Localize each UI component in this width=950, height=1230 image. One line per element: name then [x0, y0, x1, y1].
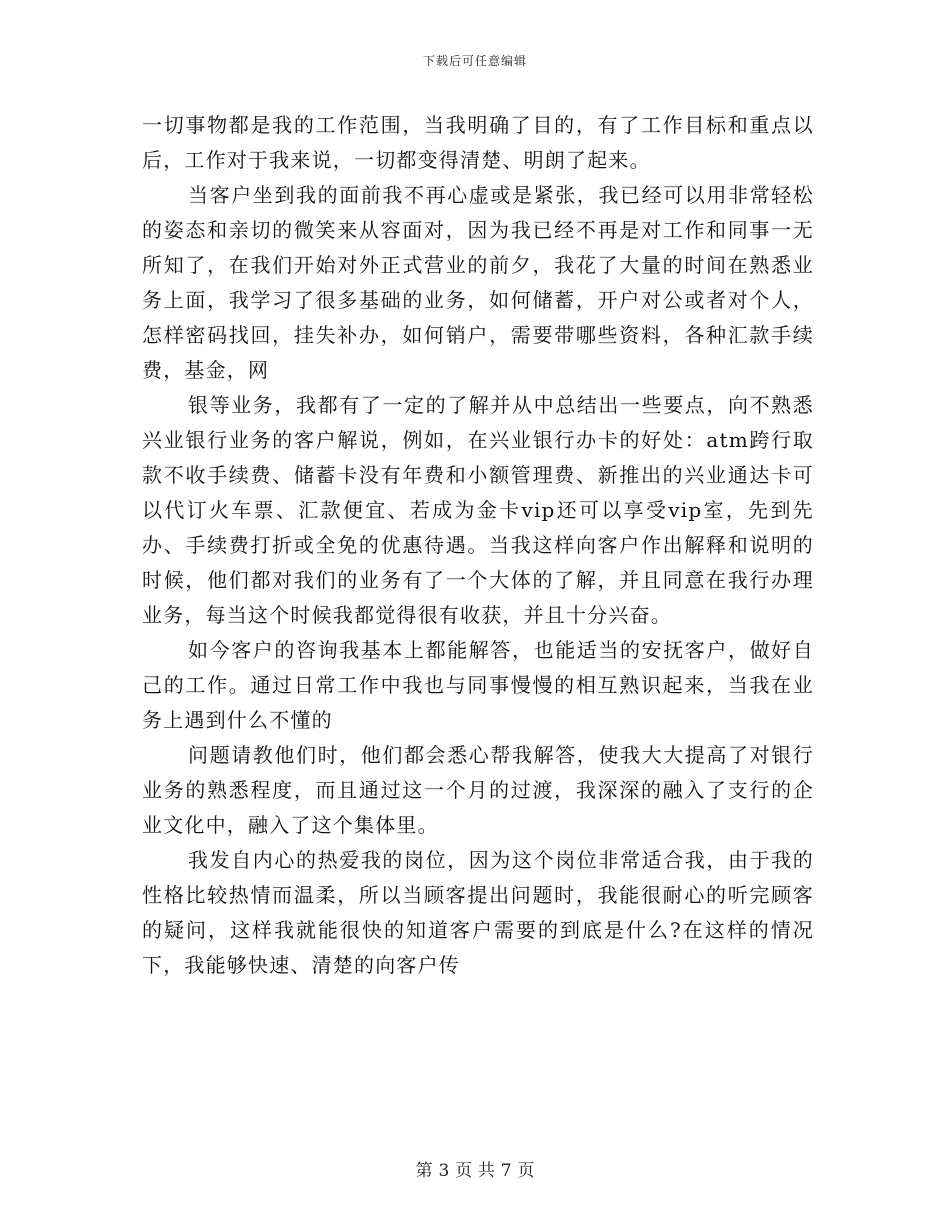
body-text: [142, 108, 814, 983]
footer-suffix: 页: [517, 1161, 535, 1181]
current-page-number: 3: [438, 1161, 450, 1181]
page-footer: [0, 1156, 950, 1181]
total-page-number: 7: [500, 1161, 512, 1181]
page-header: 下载后可任意编辑: [422, 54, 527, 68]
paragraph-6: 我发自内心的热爱我的岗位，因为这个岗位非常适合我，由于我的性格比较热情而温柔，所以当顾客提出问题时，我能很耐心的听完顾客的疑问，这样我就能很快的知道客户需要的到底是什么?在这样的情况下，我能够快速、清楚的向客户传: [142, 848, 814, 977]
footer-middle: 页 共: [455, 1161, 495, 1181]
footer-prefix: 第: [415, 1161, 433, 1181]
paragraph-4: 如今客户的咨询我基本上都能解答，也能适当的安抚客户，做好自己的工作。通过日常工作中我也与同事慢慢的相互熟识起来，当我在业务上遇到什么不懂的: [142, 638, 814, 732]
paragraph-5: 问题请教他们时，他们都会悉心帮我解答，使我大大提高了对银行业务的熟悉程度，而且通过这一个月的过渡，我深深的融入了支行的企业文化中，融入了这个集体里。: [142, 743, 814, 837]
paragraph-2: 当客户坐到我的面前我不再心虚或是紧张，我已经可以用非常轻松的姿态和亲切的微笑来从容面对，因为我已经不再是对工作和同事一无所知了，在我们开始对外正式营业的前夕，我花了大量的时间在熟悉业务上面，我学习了很多基础的业务，如何储蓄，开户对公或者对个人，怎样密码找回，挂失补办，如何销户，需要带哪些资料，各种汇款手续费，基金，网: [142, 183, 814, 382]
paragraph-1: 一切事物都是我的工作范围，当我明确了目的，有了工作目标和重点以后，工作对于我来说，一切都变得清楚、明朗了起来。: [142, 113, 814, 172]
paragraph-3: 银等业务，我都有了一定的了解并从中总结出一些要点，向不熟悉兴业银行业务的客户解说，例如，在兴业银行办卡的好处：atm跨行取款不收手续费、储蓄卡没有年费和小额管理费、新推出的兴业通达卡可以代订火车票、汇款便宜、若成为金卡vip还可以享受vip室，先到先办、手续费打折或全免的优惠待遇。当我这样向客户作出解释和说明的时候，他们都对我们的业务有了一个大体的了解，并且同意在我行办理业务，每当这个时候我都觉得很有收获，并且十分兴奋。: [142, 393, 814, 627]
